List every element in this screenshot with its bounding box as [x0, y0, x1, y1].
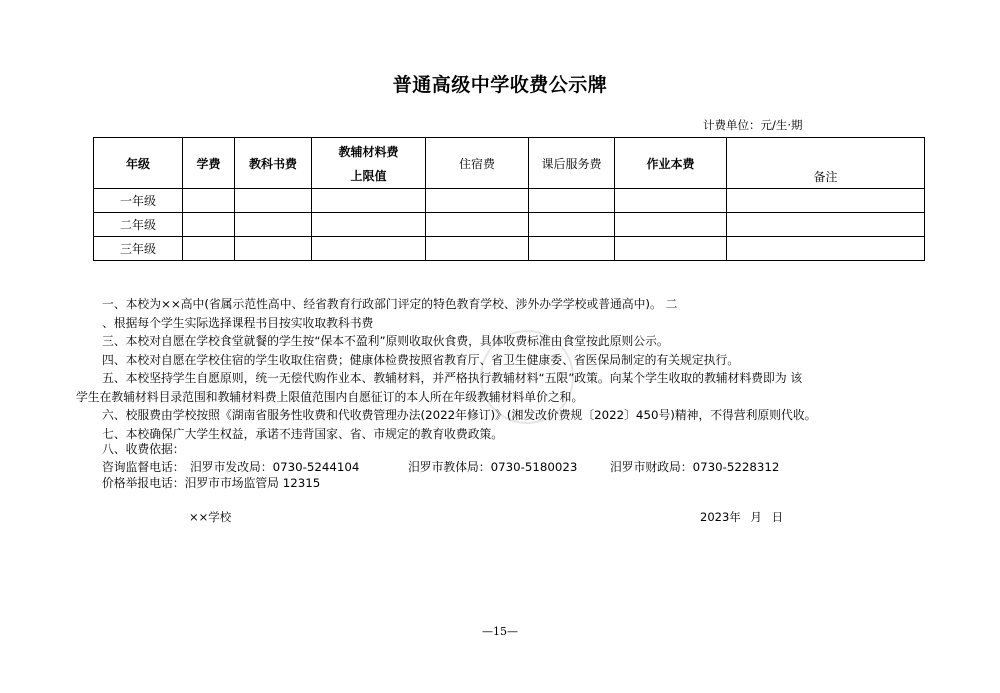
- note-6: 六、校服费由学校按照《湖南省服务性收费和代收费管理办法(2022年修订)》(湘发改价费规〔2022〕450号)精神，不得营利原则代收。: [102, 408, 817, 422]
- table-cell: [529, 237, 615, 261]
- table-cell: [235, 189, 312, 213]
- contact-finance-bureau: 汨罗市财政局：0730-5228312: [610, 460, 780, 474]
- date-line: 2023年 月 日: [700, 510, 784, 524]
- note-8: 八、收费依据：: [102, 442, 185, 456]
- row-grade: 一年级: [94, 189, 183, 213]
- table-cell: [615, 189, 727, 213]
- table-cell: [235, 237, 312, 261]
- header-lodging: 住宿费: [426, 138, 529, 189]
- table-cell: [426, 237, 529, 261]
- header-aux-materials: [312, 138, 426, 189]
- table-row: [94, 189, 925, 213]
- table-cell: [183, 237, 235, 261]
- header-tuition: 学费: [183, 138, 235, 189]
- header-textbook: 教科书费: [235, 138, 312, 189]
- note-7: 七、本校确保广大学生权益，承诺不违背国家、省、市规定的教育收费政策。: [102, 427, 504, 441]
- header-homework: 作业本费: [615, 138, 727, 189]
- note-5-cont: 学生在教辅材料目录范围和教辅材料费上限值范围内自愿征订的本人所在年级教辅材料单价之和。: [76, 390, 584, 404]
- table-header-row: [94, 138, 925, 189]
- table-row: [94, 237, 925, 261]
- table-cell: [183, 213, 235, 237]
- table-cell: [615, 213, 727, 237]
- table-cell: [312, 237, 426, 261]
- table-cell: [529, 213, 615, 237]
- table-cell: [312, 189, 426, 213]
- header-aux-line2: 上限值: [350, 168, 387, 183]
- page-number: —15—: [482, 625, 518, 638]
- table-cell: [615, 237, 727, 261]
- table-cell: [529, 189, 615, 213]
- table-cell: [312, 213, 426, 237]
- header-after-school: 课后服务费: [529, 138, 615, 189]
- note-1: 一、本校为××高中(省属示范性高中、经省教育行政部门评定的特色教育学校、涉外办学学校或普通高中)。 二: [102, 297, 678, 311]
- note-3: 三、本校对自愿在学校食堂就餐的学生按“保本不盈利”原则收取伙食费，具体收费标准由食堂按此原则公示。: [102, 334, 669, 348]
- note-5: 五、本校坚持学生自愿原则，统一无偿代购作业本、教辅材料，并严格执行教辅材料“五限”政策。向某个学生收取的教辅材料费即为 该: [102, 371, 803, 385]
- table-cell: [426, 189, 529, 213]
- header-remarks: 备注: [727, 138, 925, 189]
- header-grade: 年级: [94, 138, 183, 189]
- note-4: 四、本校对自愿在学校住宿的学生收取住宿费；健康体检费按照省教育厅、省卫生健康委、省医保局制定的有关规定执行。: [102, 353, 740, 367]
- contact-education-bureau: 汨罗市教体局：0730-5180023: [408, 460, 578, 474]
- table-cell: [426, 213, 529, 237]
- table-cell: [183, 189, 235, 213]
- contact-label: 咨询监督电话：: [102, 460, 185, 474]
- billing-unit: 计费单位：元/生·期: [703, 118, 803, 132]
- table-cell: [727, 213, 925, 237]
- school-signature: ××学校: [189, 510, 232, 524]
- table-row: [94, 213, 925, 237]
- page-title: 普通高级中学收费公示牌: [392, 74, 608, 96]
- table-cell: [727, 237, 925, 261]
- header-aux-line1: 教辅材料费: [338, 144, 399, 159]
- row-grade: 三年级: [94, 237, 183, 261]
- note-2: 、根据每个学生实际选择课程书目按实收取教科书费: [102, 316, 374, 330]
- table-cell: [235, 213, 312, 237]
- table-cell: [727, 189, 925, 213]
- row-grade: 二年级: [94, 213, 183, 237]
- price-report-line: 价格举报电话：汨罗市市场监管局 12315: [102, 476, 321, 490]
- contact-development-bureau: 汨罗市发改局：0730-5244104: [190, 460, 360, 474]
- fee-table: [93, 137, 925, 261]
